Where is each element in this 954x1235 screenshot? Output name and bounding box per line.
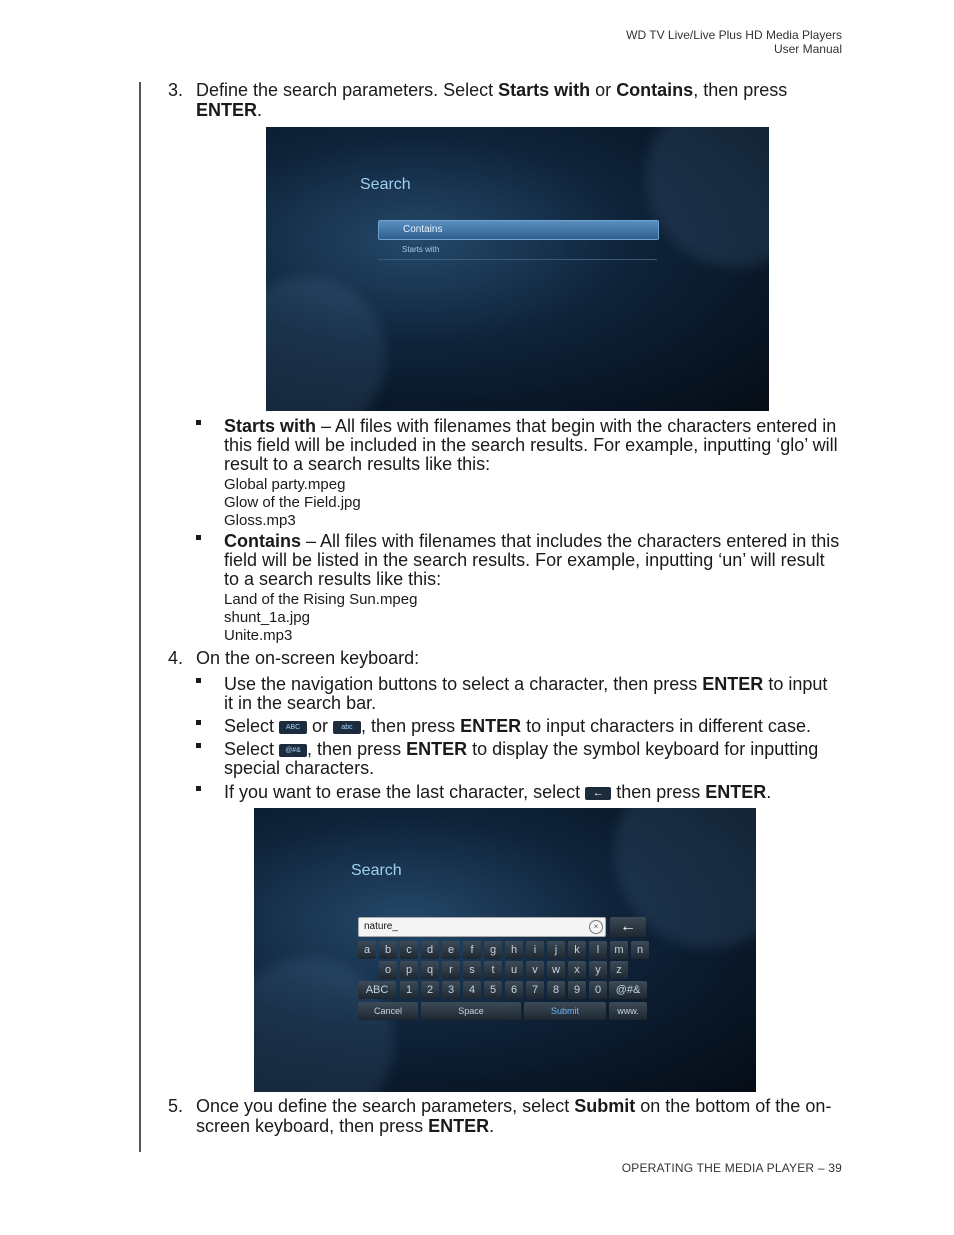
symbol-key-icon: @#& xyxy=(279,744,307,757)
key-4[interactable]: 4 xyxy=(463,981,481,999)
example-list-starts: Global party.mpeg Glow of the Field.jpg Gloss.mp3 xyxy=(224,476,361,529)
step-number: 5. xyxy=(168,1096,184,1116)
submit-key[interactable]: Submit xyxy=(524,1002,606,1020)
symbol-key[interactable]: @#& xyxy=(609,981,647,999)
key-c[interactable]: c xyxy=(400,941,418,959)
screen-title: Search xyxy=(360,176,411,193)
key-a[interactable]: a xyxy=(358,941,376,959)
key-0[interactable]: 0 xyxy=(589,981,607,999)
search-input[interactable]: nature_ xyxy=(358,917,606,937)
key-l[interactable]: l xyxy=(589,941,607,959)
key-z[interactable]: z xyxy=(610,961,628,979)
key-3[interactable]: 3 xyxy=(442,981,460,999)
keyboard-screenshot xyxy=(254,808,756,1092)
step-text: Once you define the search parameters, select Submit on the bottom of the on-screen keyboard, then press ENTER. xyxy=(196,1096,832,1136)
key-2[interactable]: 2 xyxy=(421,981,439,999)
key-9[interactable]: 9 xyxy=(568,981,586,999)
key-x[interactable]: x xyxy=(568,961,586,979)
key-u[interactable]: u xyxy=(505,961,523,979)
lowercase-key-icon: abc xyxy=(333,721,361,734)
space-key[interactable]: Space xyxy=(421,1002,521,1020)
key-o[interactable]: o xyxy=(379,961,397,979)
header-subtitle: User Manual xyxy=(773,42,842,56)
key-7[interactable]: 7 xyxy=(526,981,544,999)
key-q[interactable]: q xyxy=(421,961,439,979)
screen-title: Search xyxy=(351,862,402,879)
key-t[interactable]: t xyxy=(484,961,502,979)
key-f[interactable]: f xyxy=(463,941,481,959)
option-contains[interactable]: Contains xyxy=(378,220,659,240)
key-g[interactable]: g xyxy=(484,941,502,959)
clear-icon[interactable]: × xyxy=(589,920,603,934)
step-number: 3. xyxy=(168,80,184,100)
key-w[interactable]: w xyxy=(547,961,565,979)
step-text: Define the search parameters. Select Starts with or Contains, then press ENTER. xyxy=(196,80,788,120)
step-number: 4. xyxy=(168,648,184,668)
step-text: On the on-screen keyboard: xyxy=(196,648,420,668)
key-p[interactable]: p xyxy=(400,961,418,979)
key-n[interactable]: n xyxy=(631,941,649,959)
key-b[interactable]: b xyxy=(379,941,397,959)
key-5[interactable]: 5 xyxy=(484,981,502,999)
example-list-contains: Land of the Rising Sun.mpeg shunt_1a.jpg Unite.mp3 xyxy=(224,591,418,644)
key-h[interactable]: h xyxy=(505,941,523,959)
option-starts-with[interactable]: Starts with xyxy=(402,245,440,254)
key-y[interactable]: y xyxy=(589,961,607,979)
search-options-screenshot xyxy=(266,127,769,411)
key-i[interactable]: i xyxy=(526,941,544,959)
uppercase-key[interactable]: ABC xyxy=(358,981,396,999)
key-k[interactable]: k xyxy=(568,941,586,959)
www-key[interactable]: www. xyxy=(609,1002,647,1020)
margin-rule xyxy=(139,82,141,1152)
running-header xyxy=(626,28,842,56)
header-title: WD TV Live/Live Plus HD Media Players xyxy=(626,28,842,42)
key-e[interactable]: e xyxy=(442,941,460,959)
key-m[interactable]: m xyxy=(610,941,628,959)
backspace-icon: ← xyxy=(585,787,611,800)
cancel-key[interactable]: Cancel xyxy=(358,1002,418,1020)
uppercase-key-icon: ABC xyxy=(279,721,307,734)
key-s[interactable]: s xyxy=(463,961,481,979)
key-j[interactable]: j xyxy=(547,941,565,959)
page-footer: OPERATING THE MEDIA PLAYER – 39 xyxy=(621,1161,842,1175)
key-6[interactable]: 6 xyxy=(505,981,523,999)
key-v[interactable]: v xyxy=(526,961,544,979)
key-8[interactable]: 8 xyxy=(547,981,565,999)
backspace-key[interactable]: ← xyxy=(610,917,646,937)
key-d[interactable]: d xyxy=(421,941,439,959)
key-r[interactable]: r xyxy=(442,961,460,979)
key-1[interactable]: 1 xyxy=(400,981,418,999)
